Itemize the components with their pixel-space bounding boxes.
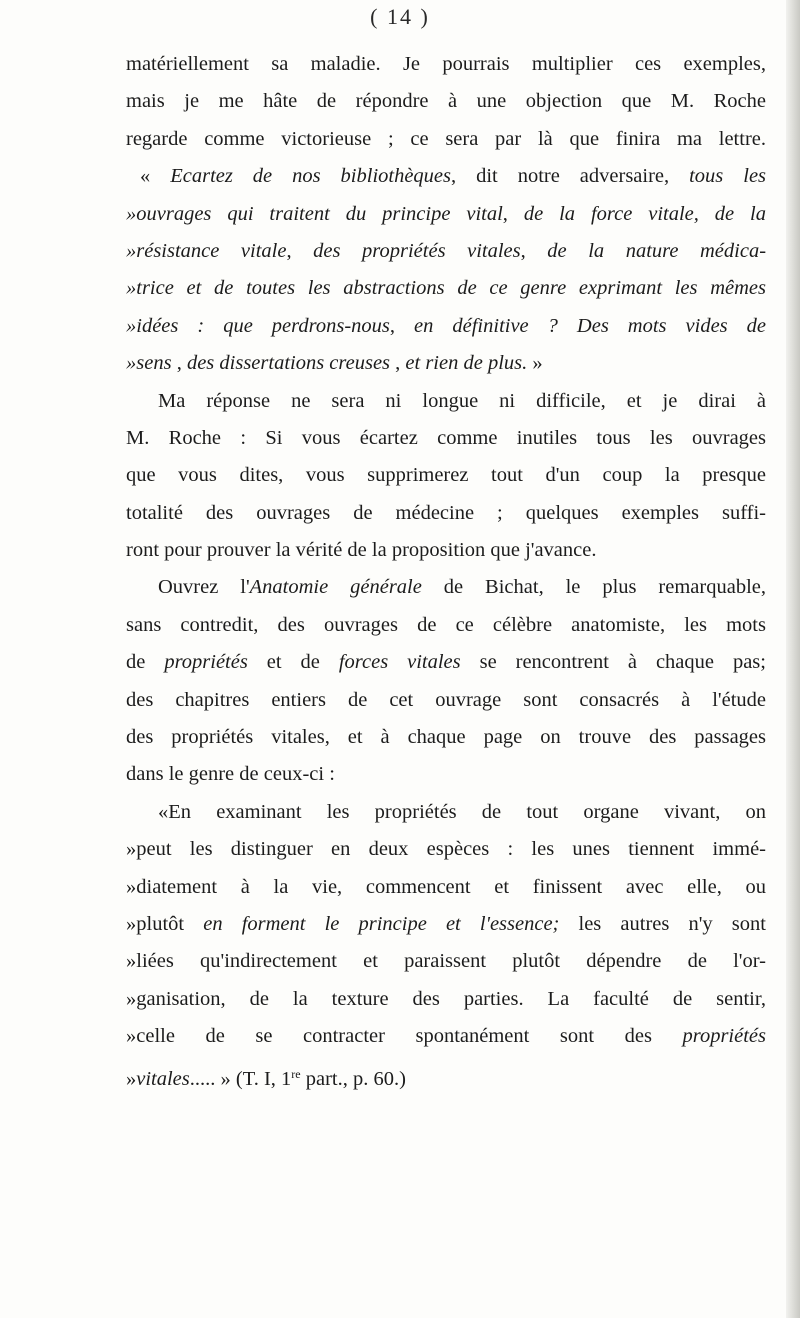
text-line (126, 1056, 766, 1093)
text-run: des chapitres entiers de cet ouvrage sont consacrés à l'étude (126, 688, 766, 711)
text-run: »celle de se contracter spontanément sont des (126, 1025, 683, 1048)
text-line (126, 1018, 766, 1055)
text-line (126, 943, 766, 980)
text-line (126, 457, 766, 494)
text-run: ..... » (T. I, 1 (189, 1067, 292, 1090)
italic-text: forces vitales (338, 651, 461, 674)
text-run: sans contredit, des ouvrages de ce célèbre anatomiste, les mots (126, 613, 766, 636)
text-line (126, 981, 766, 1018)
text-line (126, 308, 766, 345)
text-run: , (520, 239, 548, 262)
italic-text: de la nature médica- (547, 239, 767, 262)
italic-text: des dissertations creuses (186, 352, 391, 375)
text-run: Ouvrez l' (158, 576, 250, 599)
text-line (126, 383, 766, 420)
text-run: de Bichat, le plus remarquable, (421, 576, 766, 599)
italic-text: propriétés (682, 1025, 766, 1048)
text-line (126, 644, 766, 681)
italic-text: et rien de plus. (405, 352, 528, 375)
text-line (126, 46, 766, 83)
italic-text: tous les (689, 165, 767, 188)
text-run: , dit notre adversaire, (451, 165, 690, 188)
page-edge-shadow (786, 0, 800, 1318)
text-line (126, 569, 766, 606)
text-run: se rencontrent à chaque pas; (460, 651, 766, 674)
text-line (126, 83, 766, 120)
italic-text: de la force vitale, de la (523, 202, 767, 225)
text-run: dans le genre de ceux-ci : (126, 763, 335, 786)
text-run: Ma réponse ne sera ni longue ni difficile, et je dirai à (158, 389, 766, 412)
italic-text: »résistance vitale (126, 239, 287, 262)
text-run: «En examinant les propriétés de tout organe vivant, on (158, 800, 766, 823)
text-run: , (286, 239, 314, 262)
text-run: ront pour prouver la vérité de la proposition que j'avance. (126, 539, 597, 562)
text-run: que vous dites, vous supprimerez tout d'un coup la presque (126, 464, 766, 487)
text-line (126, 607, 766, 644)
text-run: regarde comme victorieuse ; ce sera par là que finira ma lettre. (126, 127, 766, 150)
text-line (126, 532, 766, 569)
text-run: mais je me hâte de répondre à une objection que M. Roche (126, 90, 766, 113)
text-run: de (126, 651, 165, 674)
text-run: « (140, 165, 171, 188)
text-line (126, 831, 766, 868)
italic-text: Ecartez de nos bibliothèques (170, 165, 452, 188)
text-line (126, 794, 766, 831)
page-number: ( 14 ) (370, 4, 430, 29)
text-run: des propriétés vitales, et à chaque page on trouve des passages (126, 726, 766, 749)
italic-text: des propriétés vitales (313, 239, 521, 262)
italic-text: »ouvrages qui traitent du principe vital (126, 202, 503, 225)
text-line (126, 270, 766, 307)
text-run: , (171, 352, 187, 375)
text-line (126, 196, 766, 233)
text-run: »liées qu'indirectement et paraissent plutôt dépendre de l'or- (126, 950, 766, 973)
text-line (126, 420, 766, 457)
italic-text: »idées : que perdrons-nous (126, 314, 390, 337)
text-run: M. Roche : Si vous écartez comme inutiles tous les ouvrages (126, 426, 766, 449)
text-line (126, 495, 766, 532)
italic-text: propriétés (164, 651, 248, 674)
body-text (126, 46, 766, 1093)
text-line (126, 682, 766, 719)
text-run: totalité des ouvrages de médecine ; quelques exemples suffi- (126, 501, 766, 524)
text-run: les autres n'y sont (559, 912, 766, 935)
text-line (126, 719, 766, 756)
text-run: »ganisation, de la texture des parties. La faculté de sentir, (126, 987, 766, 1010)
italic-text: en forment le principe et l'essence; (203, 912, 560, 935)
italic-text: Anatomie générale (249, 576, 422, 599)
text-line (126, 756, 766, 793)
text-run: et de (247, 651, 339, 674)
text-run: » (126, 1067, 137, 1090)
text-run: »plutôt (126, 912, 204, 935)
text-run: , (502, 202, 524, 225)
text-run: part., p. 60.) (300, 1067, 406, 1090)
text-run: , (389, 314, 415, 337)
text-run: »diatement à la vie, commencent et finissent avec elle, ou (126, 875, 766, 898)
text-run: matériellement sa maladie. Je pourrais multiplier ces exemples, (126, 53, 766, 75)
text-run: » (527, 352, 543, 375)
text-line (126, 233, 766, 270)
text-line (126, 121, 766, 158)
text-line (126, 906, 766, 943)
superscript-text: re (291, 1066, 301, 1081)
text-run: »peut les distinguer en deux espèces : les unes tiennent immé- (126, 838, 766, 861)
text-line (126, 158, 766, 195)
italic-text: »trice et de toutes les abstractions de ce genre exprimant les mêmes (126, 277, 766, 300)
italic-text: »sens (126, 352, 172, 375)
text-line (126, 345, 766, 382)
text-run: , (390, 352, 406, 375)
italic-text: vitales (136, 1067, 190, 1090)
italic-text: en définitive ? Des mots vides de (414, 314, 767, 337)
text-line (126, 869, 766, 906)
